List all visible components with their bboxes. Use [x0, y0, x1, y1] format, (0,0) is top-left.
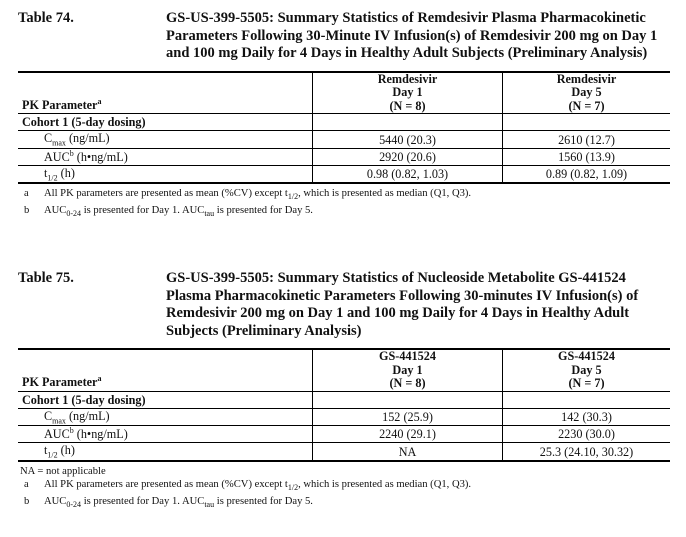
col-header-day1: Remdesivir Day 1 (N = 8)	[313, 72, 503, 114]
table-row	[18, 131, 670, 148]
param-name: AUC$^b$ (h•ng/mL)	[18, 426, 313, 443]
value-day5: 1560 (13.9)	[503, 148, 671, 165]
value-day1: 152 (25.9)	[313, 408, 503, 425]
footnote-b: b $AUC_{0-24}$ is presented for Day 1. $AUC_{tau}$ is presented for Day 5.	[24, 204, 313, 218]
table-row	[18, 165, 670, 183]
cohort-row: Cohort 1 (5-day dosing)	[18, 114, 670, 131]
param-name: $C_{max}$ (ng/mL)	[18, 131, 313, 148]
table-title: GS-US-399-5505: Summary Statistics of Remdesivir Plasma Pharmacokinetic Parameters Following 30-Minute IV Infusion(s) of Remdesivir 200 mg on Day 1 and 100 mg Daily for 4 Days in Healthy Adult Subjects (Preliminary Analysis)	[166, 10, 658, 62]
value-day1: 0.98 (0.82, 1.03)	[313, 165, 503, 183]
value-day5: 2230 (30.0)	[503, 426, 671, 443]
value-day1: NA	[313, 443, 503, 461]
table-row	[18, 148, 670, 165]
col-header-day5: Remdesivir Day 5 (N = 7)	[503, 72, 671, 114]
col-header-day1: GS-441524 Day 1 (N = 8)	[313, 349, 503, 391]
pk-table	[18, 348, 670, 461]
footnotes	[18, 465, 670, 511]
footnote-a: a All PK parameters are presented as mean (%CV) except $t_{1/2}$, which is presented as median (Q1, Q3).	[24, 188, 472, 202]
table-label: Table 75.	[18, 270, 74, 286]
footnotes	[18, 187, 670, 220]
cohort-row: Cohort 1 (5-day dosing)	[18, 391, 670, 408]
value-day5: 0.89 (0.82, 1.09)	[503, 165, 671, 183]
param-name: $t_{1/2}$ (h)	[18, 443, 313, 461]
param-header: PK Parameter$^a$	[18, 72, 313, 114]
table-row	[18, 443, 670, 461]
table-header-row	[18, 349, 670, 391]
table-75-caption	[18, 270, 670, 340]
value-day1: 2920 (20.6)	[313, 148, 503, 165]
pk-table	[18, 71, 670, 184]
table-74-caption	[18, 10, 670, 63]
value-day1: 5440 (20.3)	[313, 131, 503, 148]
param-name: $C_{max}$ (ng/mL)	[18, 408, 313, 425]
param-header: PK Parameter$^a$	[18, 349, 313, 391]
na-note: NA = not applicable	[20, 465, 106, 477]
footnote-b: b $AUC_{0-24}$ is presented for Day 1. $AUC_{tau}$ is presented for Day 5.	[24, 495, 313, 509]
value-day5: 25.3 (24.10, 30.32)	[503, 443, 671, 461]
param-name: AUC$^b$ (h•ng/mL)	[18, 148, 313, 165]
col-header-day5: GS-441524 Day 5 (N = 7)	[503, 349, 671, 391]
table-header-row	[18, 72, 670, 114]
table-75-block	[18, 270, 670, 511]
table-row	[18, 408, 670, 425]
param-name: $t_{1/2}$ (h)	[18, 165, 313, 183]
table-74-block	[18, 10, 670, 220]
table-row	[18, 426, 670, 443]
value-day5: 142 (30.3)	[503, 408, 671, 425]
table-title: GS-US-399-5505: Summary Statistics of Nucleoside Metabolite GS-441524 Plasma Pharmacokinetic Parameters Following 30-minutes IV Infusion(s) of Remdesivir 200 mg on Day 1 and 100 mg Daily for 4 Days in Healthy Adult Subjects (Preliminary Analysis)	[166, 270, 639, 339]
table-label: Table 74.	[18, 10, 74, 26]
value-day1: 2240 (29.1)	[313, 426, 503, 443]
footnote-a: a All PK parameters are presented as mean (%CV) except $t_{1/2}$, which is presented as median (Q1, Q3).	[24, 479, 472, 493]
value-day5: 2610 (12.7)	[503, 131, 671, 148]
